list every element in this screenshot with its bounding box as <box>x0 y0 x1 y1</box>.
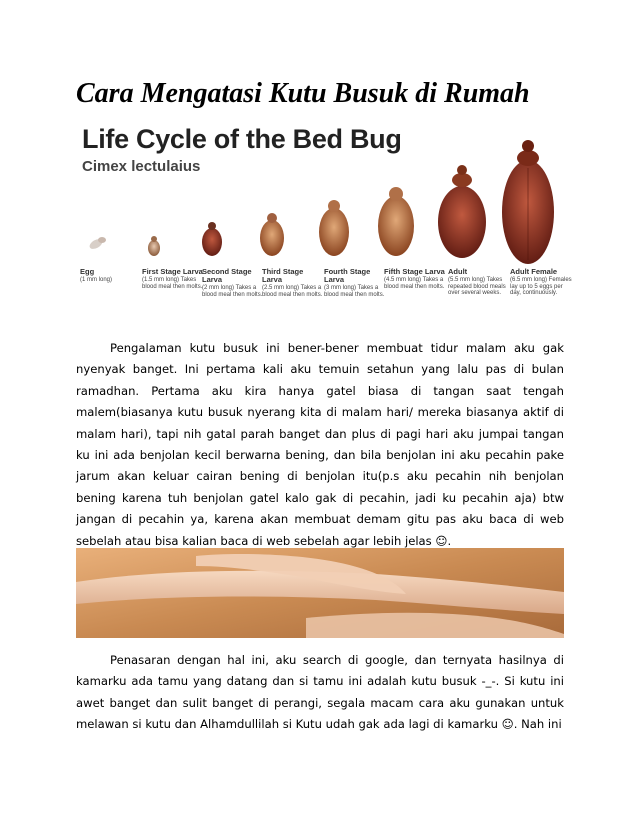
paragraph-1 <box>76 338 564 552</box>
stage-desc: (2.5 mm long) Takes a blood meal then molts. <box>262 285 323 298</box>
stage-adult <box>448 268 510 297</box>
stage-desc: (2 mm long) Takes a blood meal then molts. <box>202 285 263 298</box>
stage-label: Second Stage Larva <box>202 267 252 284</box>
paragraph-text: Pengalaman kutu busuk ini bener-bener membuat tidur malam aku gak nyenyak banget. Ini pertama kali aku temuin setahun yang lalu pas di bulan ramadhan. Pertama aku kira hanya gatel biasa di tangan saat tengah malem(biasanya kutu busuk nyerang kita di malam hari/ mereka biasanya aktif di malam hari), tapi nih gatal parah banget dan plus di pagi hari aku jumpai tangan ku ini ada benjolan kecil berwarna bening, dan bila benjolan ini aku pecahin pake jarum akan keluar cairan bening di benjolan itu(p.s aku pecahin nih benjolan bening karena tuh benjolan gatel kalo gak di pecahin, jadi ku pecahin aja) btw jangan di pecahin ya, karena akan membuat demam gitu pas aku baca di web sebelah atau bisa kalian baca di web sebelah agar lebih jelas ☺. <box>76 341 564 548</box>
stage-second-larva <box>202 268 264 298</box>
adult-female-bed-bug-icon <box>502 140 554 264</box>
stage-desc: (3 mm long) Takes a blood meal then molts. <box>324 285 385 298</box>
third-stage-larva-icon <box>260 213 284 256</box>
figure-title: Life Cycle of the Bed Bug <box>82 124 402 154</box>
document-title: Cara Mengatasi Kutu Busuk di Rumah <box>76 78 530 109</box>
stage-egg <box>80 268 142 284</box>
stage-desc: (4.5 mm long) Takes a blood meal then molts. <box>384 277 445 290</box>
stage-label: Egg <box>80 267 95 276</box>
stage-label: First Stage Larva <box>142 267 203 276</box>
figure-subtitle: Cimex lectulaius <box>82 158 201 175</box>
stage-desc: (1.5 mm long) Takes blood meal then molts. <box>142 277 203 290</box>
second-stage-larva-icon <box>202 222 222 256</box>
stage-desc: (5.5 mm long) Takes repeated blood meals over several weeks. <box>448 277 506 297</box>
fifth-stage-larva-icon <box>378 187 414 256</box>
fourth-stage-larva-icon <box>319 200 349 256</box>
adult-bed-bug-icon <box>438 165 486 258</box>
stage-desc: (6.5 mm long) Females lay up to 5 eggs per day, continuously. <box>510 277 572 297</box>
stage-first-larva <box>142 268 204 290</box>
paragraph-text: Penasaran dengan hal ini, aku search di google, dan ternyata hasilnya di kamarku ada tamu yang datang dan si tamu ini adalah kutu busuk -_-. Si kutu ini awet banget dan sulit banget di perangi, segala macam cara aku gunakan untuk melawan si kutu dan Alhamdullilah si Kutu udah gak ada lagi di kamarku ☺. Nah ini <box>76 653 564 732</box>
stage-third-larva <box>262 268 324 298</box>
stage-label: Fourth Stage Larva <box>324 267 371 284</box>
stage-fifth-larva <box>384 268 446 290</box>
stage-label: Fifth Stage Larva <box>384 267 445 276</box>
stage-label: Adult Female <box>510 267 558 276</box>
arm-photo <box>76 548 564 638</box>
stage-label: Adult <box>448 267 468 276</box>
stage-fourth-larva <box>324 268 386 298</box>
stage-desc: (1 mm long) <box>80 277 113 283</box>
first-stage-larva-icon <box>148 236 160 256</box>
egg-icon <box>88 237 106 251</box>
stage-label: Third Stage Larva <box>262 267 304 284</box>
paragraph-2 <box>76 650 564 736</box>
stage-adult-female <box>510 268 572 297</box>
bed-bug-lifecycle-image <box>76 120 572 328</box>
